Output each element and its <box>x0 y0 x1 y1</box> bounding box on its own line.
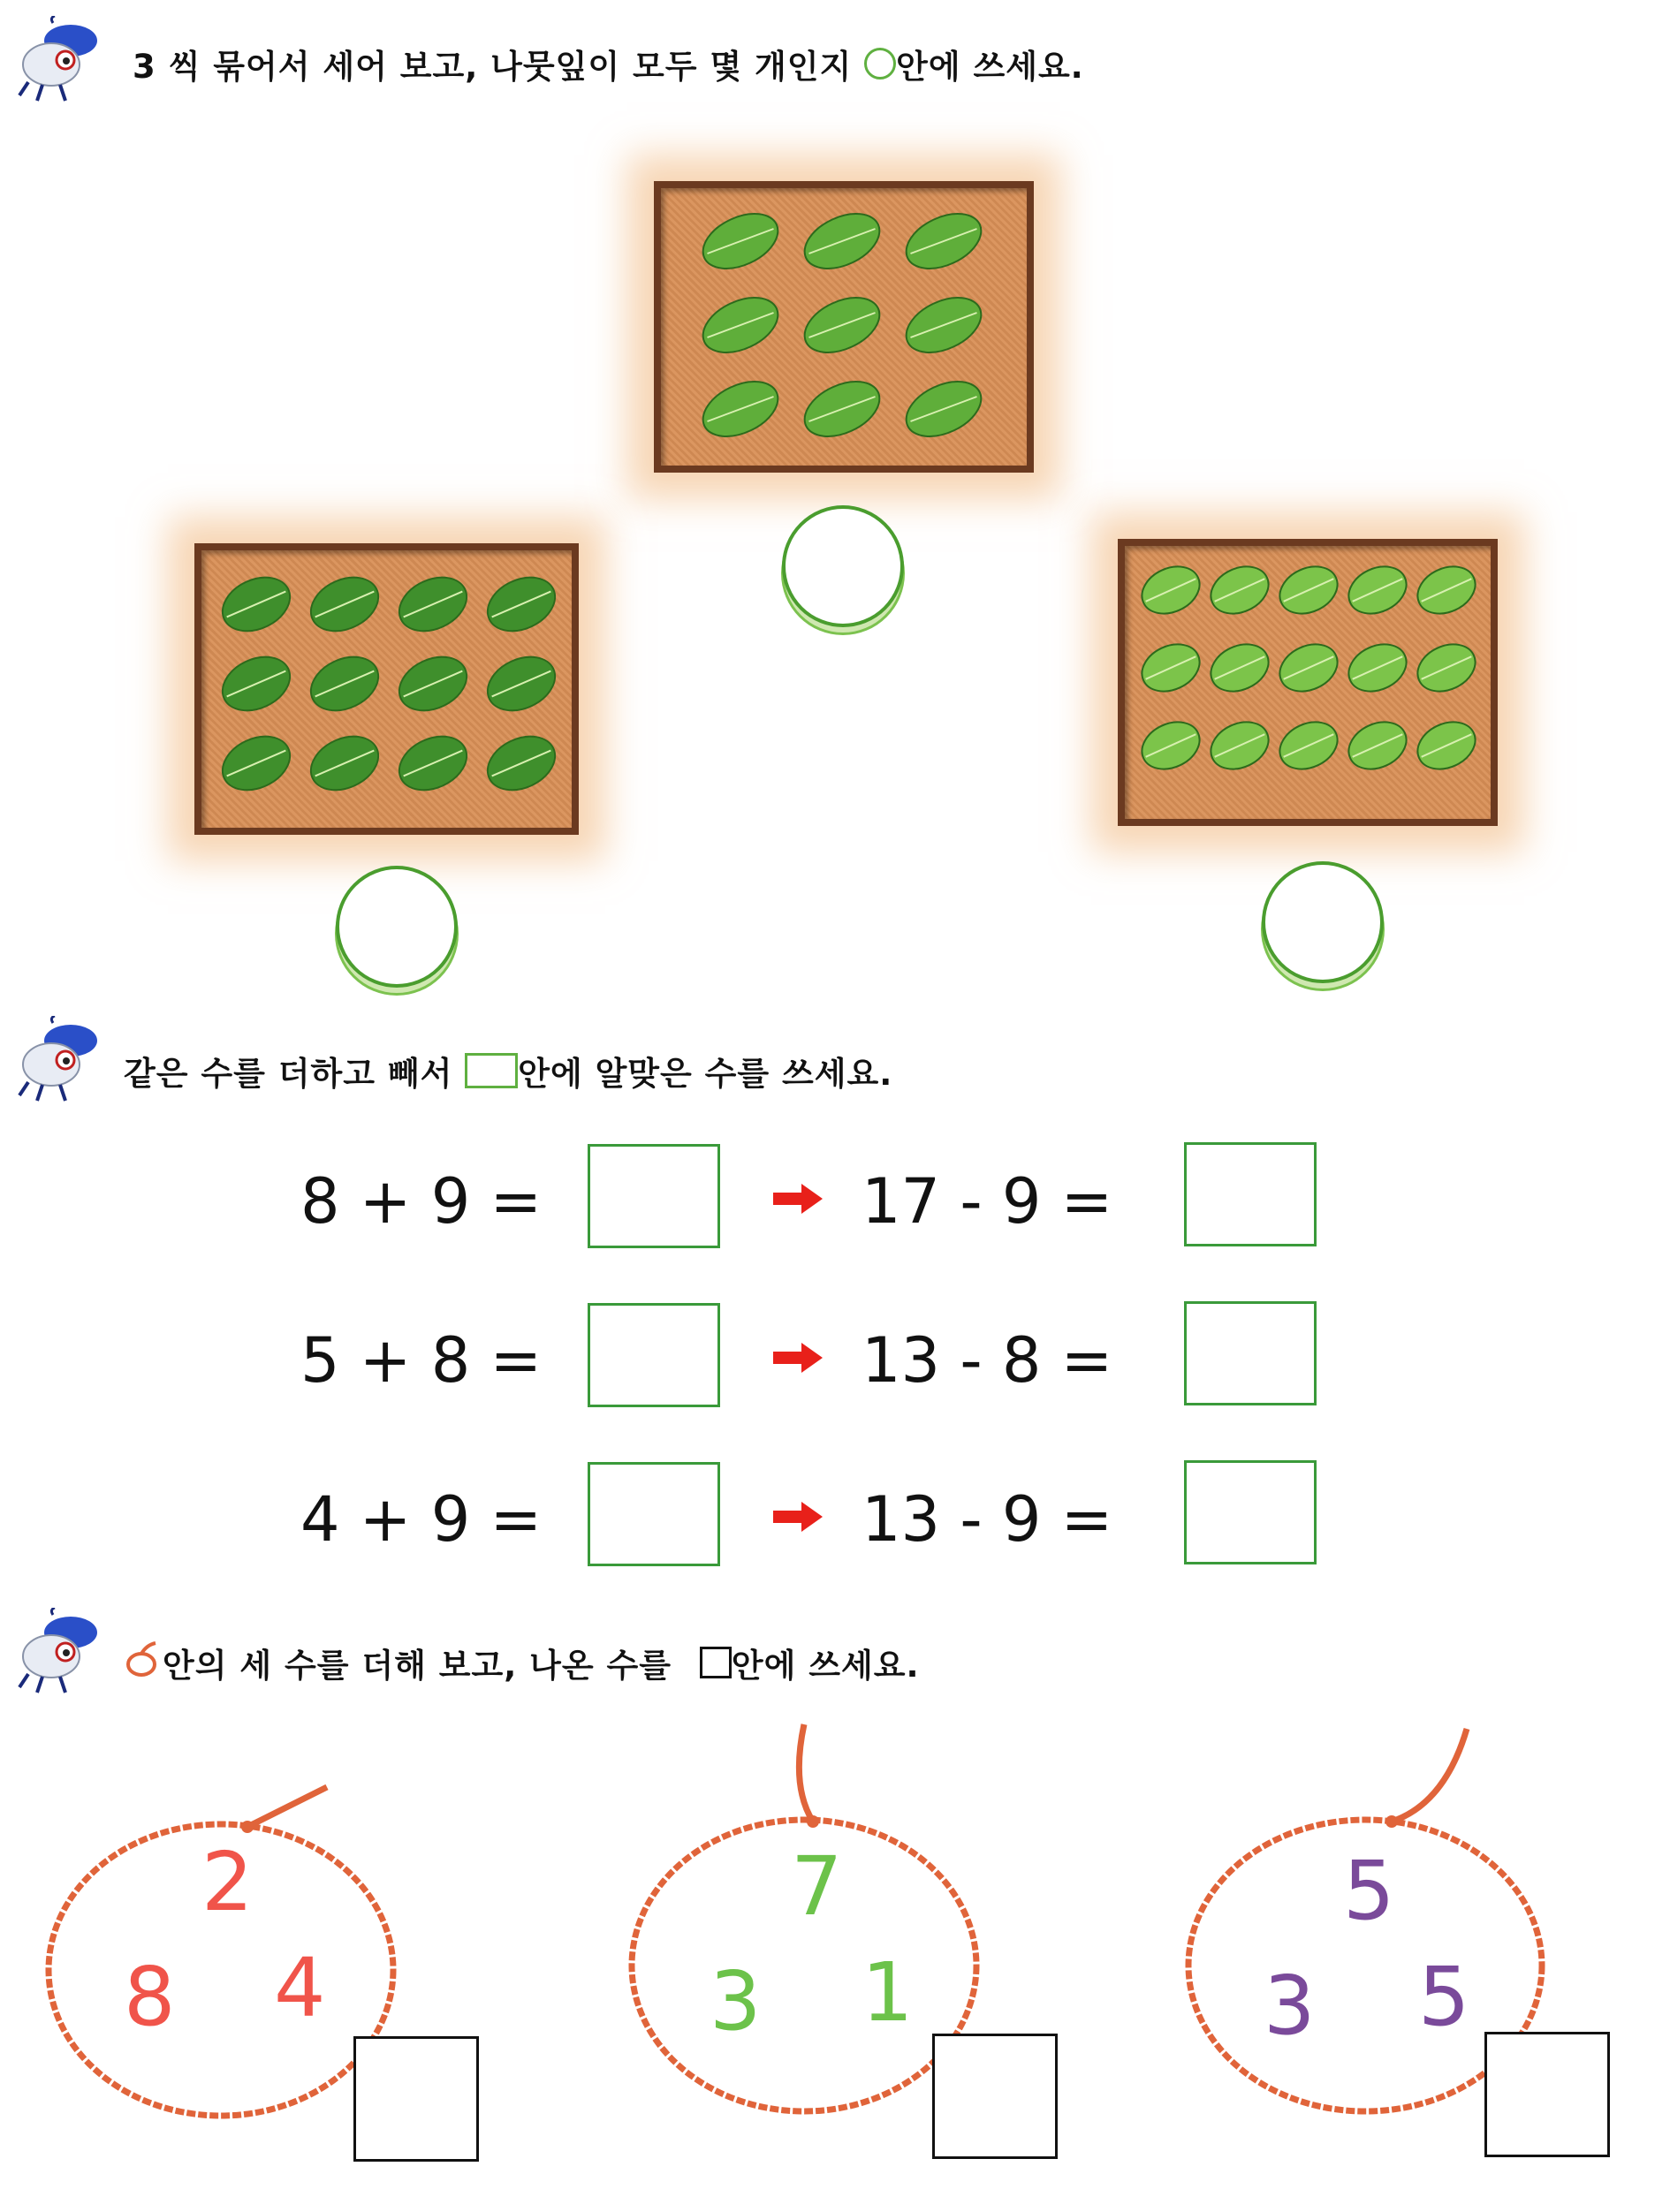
leaf-icon <box>1410 562 1483 623</box>
leaf-icon <box>1141 713 1207 777</box>
section2-instruction <box>124 1047 892 1095</box>
addition-equation-1: 8 + 9 = <box>300 1165 543 1238</box>
answer-circle-3[interactable] <box>1262 861 1384 983</box>
subtraction-answer-box-3[interactable] <box>1184 1460 1317 1564</box>
leaf-grid-svg <box>1141 562 1485 795</box>
leaf-grid-2 <box>221 572 574 814</box>
leaf-icon <box>221 572 299 641</box>
leaf-icon <box>391 647 475 721</box>
circle-symbol-icon <box>864 48 896 80</box>
ring1-answer-box[interactable] <box>353 2036 479 2162</box>
leaf-icon <box>796 210 888 279</box>
leaf-grid-svg <box>701 210 1006 462</box>
leaf-icon <box>479 726 564 800</box>
leaf-icon <box>1272 562 1345 623</box>
answer-circle-2[interactable] <box>336 866 458 988</box>
subtraction-answer-box-1[interactable] <box>1184 1142 1317 1246</box>
leaf-tray-2 <box>194 543 579 835</box>
leaf-icon <box>1203 635 1276 700</box>
leaf-icon <box>391 726 475 800</box>
leaf-tray-3 <box>1118 539 1498 826</box>
arrow-right-icon <box>773 1343 823 1373</box>
leaf-icon <box>898 210 990 279</box>
leaf-grid-svg <box>221 572 574 811</box>
leaf-icon <box>1341 713 1414 777</box>
ring2-right-number: 1 <box>862 1945 914 2040</box>
box-symbol-icon <box>700 1647 732 1678</box>
ant-mascot-icon <box>16 16 104 104</box>
leaf-icon <box>701 210 786 279</box>
leaf-icon <box>302 647 387 721</box>
leaf-icon <box>898 371 990 448</box>
leaf-icon <box>479 647 564 721</box>
section3-instruction-suffix: 안에 쓰세요. <box>731 1647 920 1685</box>
answer-circle-1[interactable] <box>782 505 904 627</box>
section1-instruction-suffix: 안에 쓰세요. <box>896 48 1084 86</box>
leaf-grid-1 <box>701 210 1006 466</box>
section2-instruction-suffix: 안에 알맞은 수를 쓰세요. <box>518 1055 893 1093</box>
leaf-icon <box>1272 713 1345 777</box>
subtraction-equation-1: 17 - 9 = <box>862 1165 1113 1238</box>
subtraction-equation-3: 13 - 9 = <box>862 1483 1113 1556</box>
leaf-icon <box>221 647 299 721</box>
addition-answer-box-1[interactable] <box>588 1144 720 1248</box>
rope-loop-icon <box>124 1640 163 1686</box>
addition-equation-2: 5 + 8 = <box>300 1324 543 1397</box>
ant-mascot-icon <box>16 1016 104 1104</box>
subtraction-equation-2: 13 - 8 = <box>862 1324 1113 1397</box>
addition-equation-3: 4 + 9 = <box>300 1483 543 1556</box>
ring2-answer-box[interactable] <box>932 2034 1058 2159</box>
ring2-left-number: 3 <box>710 1954 762 2049</box>
leaf-icon <box>701 371 786 448</box>
section1-instruction <box>133 40 1084 87</box>
leaf-icon <box>1341 635 1414 700</box>
subtraction-answer-box-2[interactable] <box>1184 1301 1317 1405</box>
leaf-icon <box>302 726 387 800</box>
section1-instruction-prefix: 3 씩 묶어서 세어 보고, 나뭇잎이 모두 몇 개인지 <box>133 48 865 86</box>
section3-instruction <box>124 1639 920 1686</box>
ring1-left-number: 8 <box>124 1950 176 2044</box>
addition-answer-box-3[interactable] <box>588 1462 720 1566</box>
ring3-right-number: 5 <box>1418 1950 1470 2044</box>
leaf-icon <box>701 287 786 364</box>
ring1-right-number: 4 <box>274 1941 326 2035</box>
leaf-icon <box>302 572 387 641</box>
ring2-top-number: 7 <box>791 1839 843 1934</box>
leaf-icon <box>221 726 299 800</box>
arrow-right-icon <box>773 1502 823 1532</box>
addition-answer-box-2[interactable] <box>588 1303 720 1407</box>
leaf-icon <box>479 572 564 641</box>
box-symbol-icon <box>465 1053 518 1088</box>
leaf-tray-1 <box>654 181 1034 473</box>
section3-instruction-prefix: 안의 세 수를 더해 보고, 나온 수를 <box>163 1647 684 1685</box>
leaf-icon <box>1203 562 1276 623</box>
leaf-icon <box>1141 635 1207 700</box>
leaf-icon <box>1203 713 1276 777</box>
leaf-icon <box>898 287 990 364</box>
ring3-top-number: 5 <box>1343 1844 1395 1938</box>
leaf-icon <box>796 287 888 364</box>
leaf-icon <box>796 371 888 448</box>
leaf-icon <box>1341 562 1414 623</box>
leaf-icon <box>1141 562 1207 623</box>
leaf-icon <box>1410 635 1483 700</box>
ant-mascot-icon <box>16 1608 104 1696</box>
leaf-grid-3 <box>1141 562 1485 799</box>
ring1-top-number: 2 <box>201 1835 254 1929</box>
arrow-right-icon <box>773 1184 823 1214</box>
section2-instruction-prefix: 같은 수를 더하고 빼서 <box>124 1055 466 1093</box>
leaf-icon <box>1410 713 1483 777</box>
ring3-answer-box[interactable] <box>1484 2032 1610 2157</box>
leaf-icon <box>1272 635 1345 700</box>
ring3-left-number: 3 <box>1264 1958 1316 2053</box>
leaf-icon <box>391 572 475 641</box>
